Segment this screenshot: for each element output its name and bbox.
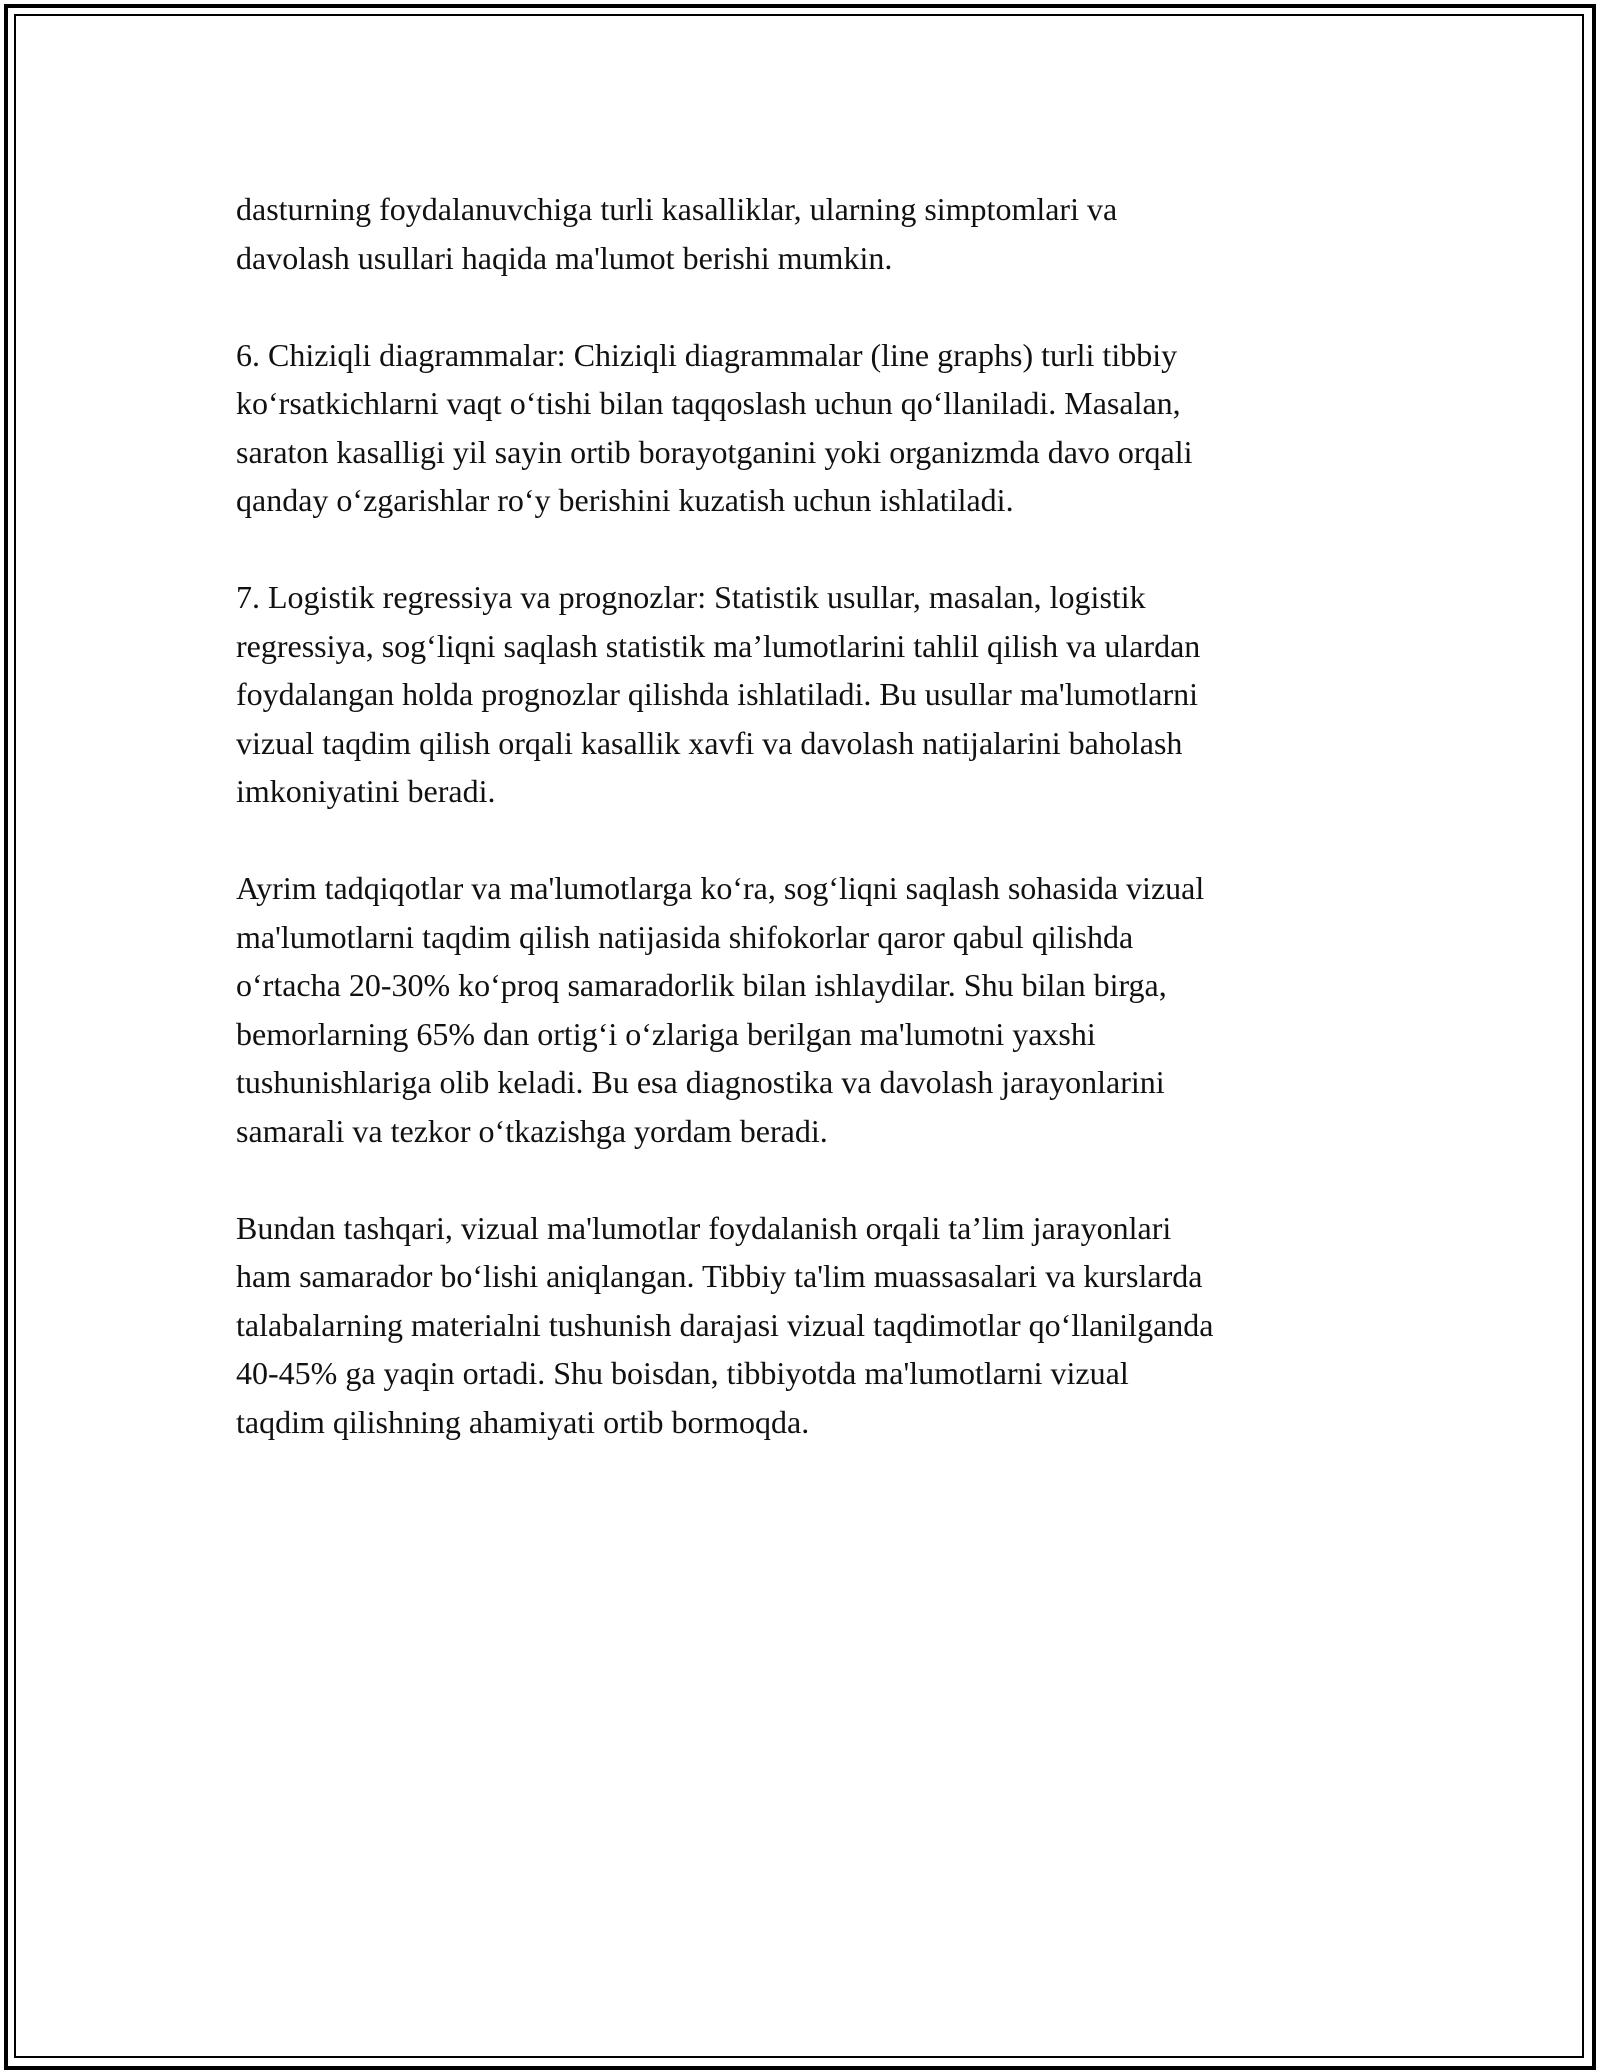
paragraph-education-benefits: Bundan tashqari, vizual ma'lumotlar foydalanish orqali taʼlim jarayonlari ham samarador boʻlishi aniqlangan. Tibbiy ta'lim muassasalari va kurslarda talabalarning materialni tushunish darajasi vizual taqdimotlar qoʻllanilganda 40-45% ga yaqin ortadi. Shu boisdan, tibbiyotda ma'lumotlarni vizual taqdim qilishning ahamiyati ortib bormoqda. <box>236 1209 1214 1440</box>
paragraph-intro-continuation: dasturning foydalanuvchiga turli kasalliklar, ularning simptomlari va davolash usullari haqida ma'lumot berishi mumkin. <box>236 191 1118 276</box>
paragraph-logistic-regression: 7. Logistik regressiya va prognozlar: Statistik usullar, masalan, logistik regressiya, sogʻliqni saqlash statistik maʼlumotlarini tahlil qilish va ulardan foydalangan holda prognozlar qilishda ishlatiladi. Bu usullar ma'lumotlarni vizual taqdim qilish orqali kasallik xavfi va davolash natijalarini baholash imkoniyatini beradi. <box>236 579 1201 809</box>
document-body <box>236 185 1376 1446</box>
paragraph-research-findings: Ayrim tadqiqotlar va ma'lumotlarga koʻra, sogʻliqni saqlash sohasida vizual ma'lumotlarni taqdim qilish natijasida shifokorlar qaror qabul qilishda oʻrtacha 20-30% koʻproq samaradorlik bilan ishlaydilar. Shu bilan birga, bemorlarning 65% dan ortigʻi oʻzlariga berilgan ma'lumotni yaxshi tushunishlariga olib keladi. Bu esa diagnostika va davolash jarayonlarini samarali va tezkor oʻtkazishga yordam beradi. <box>236 870 1205 1149</box>
paragraph-line-graphs: 6. Chiziqli diagrammalar: Chiziqli diagrammalar (line graphs) turli tibbiy koʻrsatkichlarni vaqt oʻtishi bilan taqqoslash uchun qoʻllaniladi. Masalan, saraton kasalligi yil sayin ortib borayotganini yoki organizmda davo orqali qanday oʻzgarishlar roʻy berishini kuzatish uchun ishlatiladi. <box>236 336 1193 518</box>
